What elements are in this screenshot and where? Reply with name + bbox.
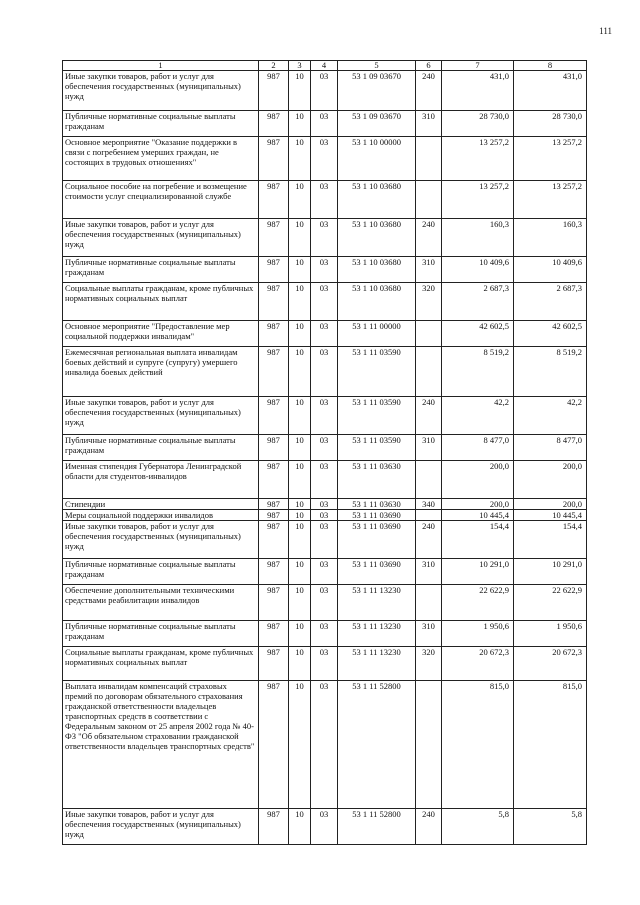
cell-target-article: 53 1 11 13230 [338, 585, 416, 621]
cell-subsection: 03 [311, 137, 338, 181]
cell-expense-type: 320 [416, 647, 442, 681]
row-label: Основное мероприятие "Предоставление мер социальной поддержки инвалидам" [63, 321, 259, 347]
cell-subsection: 03 [311, 510, 338, 521]
cell-section: 10 [289, 499, 311, 510]
cell-ministry: 987 [259, 585, 289, 621]
cell-target-article: 53 1 11 03690 [338, 510, 416, 521]
header-cell: 1 [63, 61, 259, 71]
cell-amount-2: 13 257,2 [514, 137, 587, 181]
header-cell: 7 [442, 61, 514, 71]
header-cell: 6 [416, 61, 442, 71]
cell-subsection: 03 [311, 647, 338, 681]
cell-subsection: 03 [311, 681, 338, 809]
cell-expense-type: 310 [416, 435, 442, 461]
cell-section: 10 [289, 71, 311, 111]
cell-subsection: 03 [311, 585, 338, 621]
cell-section: 10 [289, 397, 311, 435]
table-row [63, 137, 587, 181]
cell-amount-2: 28 730,0 [514, 111, 587, 137]
page-number: 111 [599, 26, 612, 36]
cell-amount-2: 200,0 [514, 499, 587, 510]
header-cell: 2 [259, 61, 289, 71]
table-row [63, 257, 587, 283]
row-label: Социальные выплаты гражданам, кроме публичных нормативных социальных выплат [63, 647, 259, 681]
cell-section: 10 [289, 257, 311, 283]
cell-amount-1: 20 672,3 [442, 647, 514, 681]
cell-ministry: 987 [259, 499, 289, 510]
table-row [63, 621, 587, 647]
cell-ministry: 987 [259, 71, 289, 111]
budget-table [62, 60, 587, 845]
row-label: Социальное пособие на погребение и возмещение стоимости услуг специализированной службе [63, 181, 259, 219]
cell-expense-type: 340 [416, 499, 442, 510]
cell-subsection: 03 [311, 397, 338, 435]
cell-amount-1: 8 477,0 [442, 435, 514, 461]
cell-amount-1: 1 950,6 [442, 621, 514, 647]
table-row [63, 347, 587, 397]
cell-expense-type [416, 461, 442, 499]
cell-target-article: 53 1 11 13230 [338, 647, 416, 681]
cell-amount-2: 42,2 [514, 397, 587, 435]
cell-section: 10 [289, 521, 311, 559]
row-label: Иные закупки товаров, работ и услуг для обеспечения государственных (муниципальных) нужд [63, 521, 259, 559]
cell-target-article: 53 1 11 03590 [338, 397, 416, 435]
cell-section: 10 [289, 559, 311, 585]
table-row [63, 461, 587, 499]
cell-expense-type [416, 347, 442, 397]
cell-section: 10 [289, 621, 311, 647]
table-row [63, 181, 587, 219]
cell-ministry: 987 [259, 219, 289, 257]
cell-subsection: 03 [311, 111, 338, 137]
cell-ministry: 987 [259, 647, 289, 681]
cell-expense-type [416, 181, 442, 219]
row-label: Иные закупки товаров, работ и услуг для обеспечения государственных (муниципальных) нужд [63, 71, 259, 111]
cell-ministry: 987 [259, 257, 289, 283]
cell-ministry: 987 [259, 321, 289, 347]
cell-section: 10 [289, 809, 311, 845]
cell-target-article: 53 1 11 00000 [338, 321, 416, 347]
row-label: Публичные нормативные социальные выплаты гражданам [63, 111, 259, 137]
cell-amount-1: 154,4 [442, 521, 514, 559]
cell-target-article: 53 1 10 03680 [338, 219, 416, 257]
row-label: Основное мероприятие "Оказание поддержки в связи с погребением умерших граждан, не состоящих в трудовых отношениях" [63, 137, 259, 181]
cell-section: 10 [289, 321, 311, 347]
cell-subsection: 03 [311, 321, 338, 347]
cell-amount-2: 22 622,9 [514, 585, 587, 621]
cell-expense-type [416, 137, 442, 181]
row-label: Выплата инвалидам компенсаций страховых премий по договорам обязательного страхования гражданской ответственности владельцев транспортных средств в соответствии с Федеральным законом от 25 апреля 2002 года № 40-ФЗ "Об обязательном страховании гражданской ответственности владельцев транспортных средств" [63, 681, 259, 809]
row-label: Ежемесячная региональная выплата инвалидам боевых действий и супруге (супругу) умершего инвалида боевых действий [63, 347, 259, 397]
cell-subsection: 03 [311, 219, 338, 257]
cell-target-article: 53 1 10 03680 [338, 283, 416, 321]
cell-amount-2: 10 445,4 [514, 510, 587, 521]
cell-section: 10 [289, 347, 311, 397]
cell-amount-1: 10 409,6 [442, 257, 514, 283]
cell-section: 10 [289, 461, 311, 499]
cell-target-article: 53 1 11 03690 [338, 521, 416, 559]
cell-amount-1: 13 257,2 [442, 137, 514, 181]
row-label: Иные закупки товаров, работ и услуг для обеспечения государственных (муниципальных) нужд [63, 397, 259, 435]
cell-expense-type: 310 [416, 559, 442, 585]
cell-subsection: 03 [311, 71, 338, 111]
cell-amount-1: 28 730,0 [442, 111, 514, 137]
cell-amount-2: 1 950,6 [514, 621, 587, 647]
cell-amount-1: 200,0 [442, 499, 514, 510]
table-row [63, 283, 587, 321]
cell-expense-type [416, 510, 442, 521]
cell-amount-1: 42 602,5 [442, 321, 514, 347]
cell-section: 10 [289, 219, 311, 257]
cell-target-article: 53 1 11 03630 [338, 499, 416, 510]
row-label: Публичные нормативные социальные выплаты гражданам [63, 435, 259, 461]
cell-amount-2: 160,3 [514, 219, 587, 257]
cell-target-article: 53 1 11 13230 [338, 621, 416, 647]
row-label: Именная стипендия Губернатора Ленинградской области для студентов-инвалидов [63, 461, 259, 499]
cell-ministry: 987 [259, 809, 289, 845]
cell-target-article: 53 1 11 03630 [338, 461, 416, 499]
cell-expense-type: 310 [416, 257, 442, 283]
row-label: Публичные нормативные социальные выплаты гражданам [63, 621, 259, 647]
row-label: Публичные нормативные социальные выплаты гражданам [63, 559, 259, 585]
header-cell: 3 [289, 61, 311, 71]
cell-section: 10 [289, 181, 311, 219]
cell-expense-type: 240 [416, 397, 442, 435]
row-label: Стипендии [63, 499, 259, 510]
header-row [63, 61, 587, 71]
cell-target-article: 53 1 10 03680 [338, 257, 416, 283]
cell-expense-type: 240 [416, 809, 442, 845]
cell-amount-2: 20 672,3 [514, 647, 587, 681]
cell-expense-type: 320 [416, 283, 442, 321]
cell-amount-2: 815,0 [514, 681, 587, 809]
cell-amount-2: 5,8 [514, 809, 587, 845]
cell-amount-1: 22 622,9 [442, 585, 514, 621]
cell-amount-1: 10 291,0 [442, 559, 514, 585]
row-label: Социальные выплаты гражданам, кроме публичных нормативных социальных выплат [63, 283, 259, 321]
cell-subsection: 03 [311, 461, 338, 499]
cell-section: 10 [289, 435, 311, 461]
cell-amount-2: 42 602,5 [514, 321, 587, 347]
cell-amount-1: 200,0 [442, 461, 514, 499]
table-row [63, 219, 587, 257]
cell-subsection: 03 [311, 621, 338, 647]
cell-subsection: 03 [311, 181, 338, 219]
cell-ministry: 987 [259, 510, 289, 521]
cell-amount-1: 2 687,3 [442, 283, 514, 321]
cell-subsection: 03 [311, 435, 338, 461]
cell-expense-type: 240 [416, 219, 442, 257]
table-row [63, 71, 587, 111]
table-row [63, 111, 587, 137]
table-row [63, 585, 587, 621]
cell-ministry: 987 [259, 137, 289, 181]
cell-expense-type: 310 [416, 111, 442, 137]
cell-section: 10 [289, 647, 311, 681]
cell-amount-1: 42,2 [442, 397, 514, 435]
row-label: Иные закупки товаров, работ и услуг для обеспечения государственных (муниципальных) нужд [63, 219, 259, 257]
cell-expense-type [416, 321, 442, 347]
cell-amount-2: 8 477,0 [514, 435, 587, 461]
cell-section: 10 [289, 283, 311, 321]
cell-ministry: 987 [259, 347, 289, 397]
cell-amount-1: 5,8 [442, 809, 514, 845]
row-label: Иные закупки товаров, работ и услуг для обеспечения государственных (муниципальных) нужд [63, 809, 259, 845]
cell-ministry: 987 [259, 181, 289, 219]
cell-target-article: 53 1 11 03690 [338, 559, 416, 585]
cell-ministry: 987 [259, 435, 289, 461]
cell-amount-2: 200,0 [514, 461, 587, 499]
cell-target-article: 53 1 10 03680 [338, 181, 416, 219]
cell-expense-type: 310 [416, 621, 442, 647]
cell-section: 10 [289, 137, 311, 181]
cell-target-article: 53 1 10 00000 [338, 137, 416, 181]
row-label: Меры социальной поддержки инвалидов [63, 510, 259, 521]
cell-subsection: 03 [311, 499, 338, 510]
cell-subsection: 03 [311, 257, 338, 283]
cell-expense-type [416, 681, 442, 809]
cell-target-article: 53 1 11 52800 [338, 681, 416, 809]
cell-subsection: 03 [311, 347, 338, 397]
cell-subsection: 03 [311, 559, 338, 585]
cell-ministry: 987 [259, 621, 289, 647]
table-row [63, 499, 587, 510]
cell-subsection: 03 [311, 521, 338, 559]
cell-ministry: 987 [259, 461, 289, 499]
cell-ministry: 987 [259, 559, 289, 585]
cell-target-article: 53 1 09 03670 [338, 111, 416, 137]
cell-subsection: 03 [311, 283, 338, 321]
cell-expense-type: 240 [416, 521, 442, 559]
cell-ministry: 987 [259, 397, 289, 435]
cell-amount-2: 13 257,2 [514, 181, 587, 219]
cell-expense-type [416, 585, 442, 621]
table-row [63, 397, 587, 435]
table-row [63, 521, 587, 559]
table-row [63, 435, 587, 461]
cell-target-article: 53 1 11 03590 [338, 347, 416, 397]
header-cell: 8 [514, 61, 587, 71]
cell-section: 10 [289, 510, 311, 521]
row-label: Обеспечение дополнительными техническими средствами реабилитации инвалидов [63, 585, 259, 621]
cell-amount-1: 10 445,4 [442, 510, 514, 521]
cell-amount-2: 10 291,0 [514, 559, 587, 585]
cell-amount-1: 160,3 [442, 219, 514, 257]
cell-ministry: 987 [259, 111, 289, 137]
row-label: Публичные нормативные социальные выплаты гражданам [63, 257, 259, 283]
cell-ministry: 987 [259, 283, 289, 321]
cell-target-article: 53 1 11 03590 [338, 435, 416, 461]
cell-amount-2: 8 519,2 [514, 347, 587, 397]
cell-amount-2: 431,0 [514, 71, 587, 111]
cell-amount-2: 2 687,3 [514, 283, 587, 321]
cell-expense-type: 240 [416, 71, 442, 111]
table-row [63, 681, 587, 809]
header-cell: 5 [338, 61, 416, 71]
cell-amount-1: 13 257,2 [442, 181, 514, 219]
table-row [63, 647, 587, 681]
cell-amount-2: 154,4 [514, 521, 587, 559]
table-row [63, 809, 587, 845]
cell-ministry: 987 [259, 681, 289, 809]
cell-amount-1: 8 519,2 [442, 347, 514, 397]
cell-subsection: 03 [311, 809, 338, 845]
cell-section: 10 [289, 585, 311, 621]
cell-section: 10 [289, 681, 311, 809]
table-row [63, 321, 587, 347]
cell-ministry: 987 [259, 521, 289, 559]
cell-amount-1: 431,0 [442, 71, 514, 111]
cell-target-article: 53 1 11 52800 [338, 809, 416, 845]
cell-section: 10 [289, 111, 311, 137]
header-cell: 4 [311, 61, 338, 71]
cell-amount-2: 10 409,6 [514, 257, 587, 283]
cell-target-article: 53 1 09 03670 [338, 71, 416, 111]
cell-amount-1: 815,0 [442, 681, 514, 809]
table-row [63, 559, 587, 585]
table-row [63, 510, 587, 521]
